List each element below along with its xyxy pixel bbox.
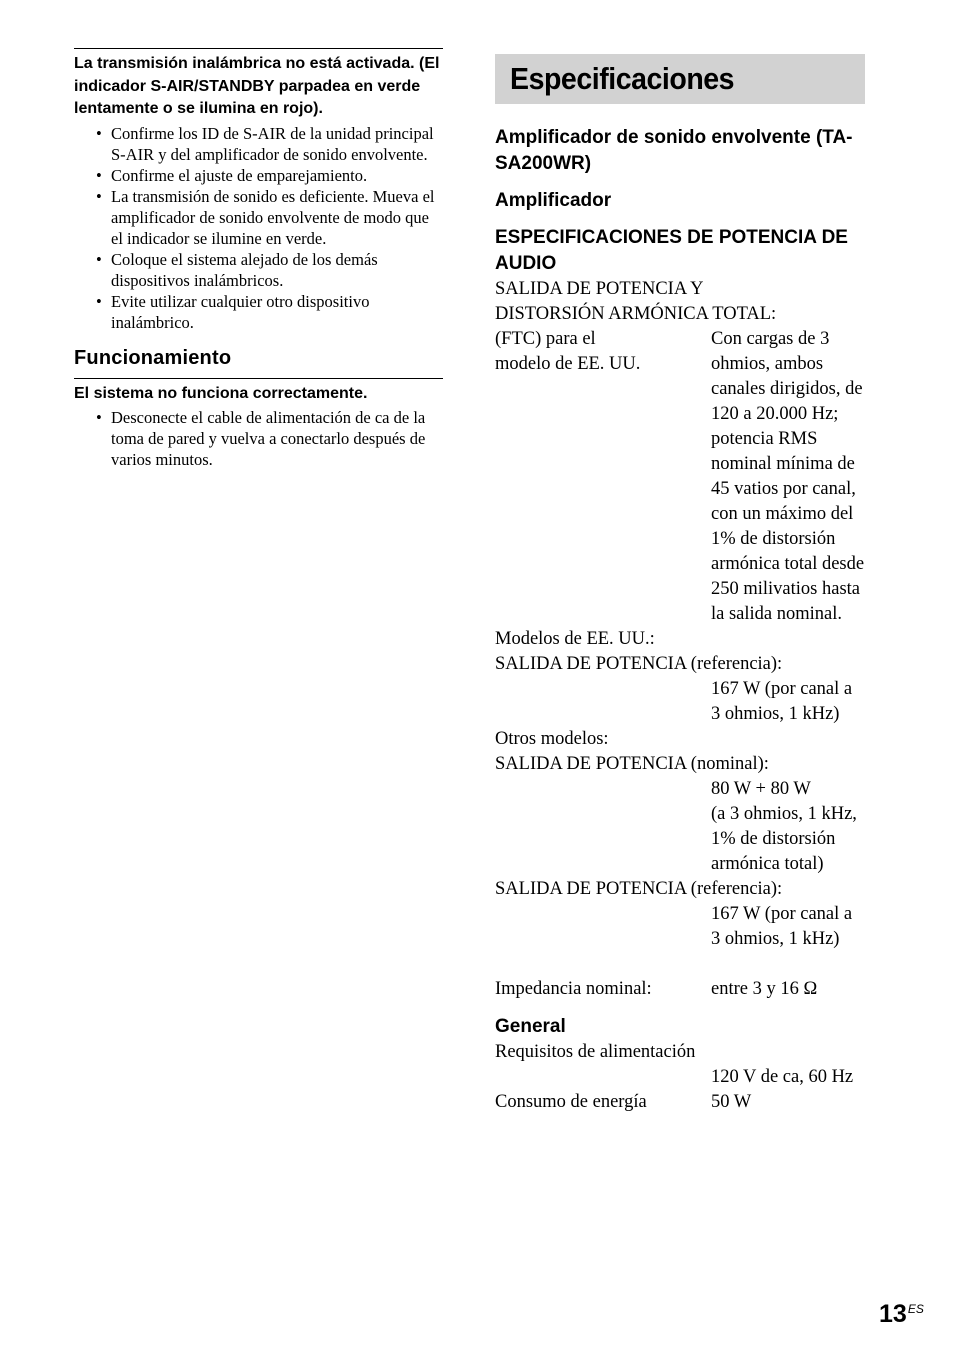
trouble-heading-system: El sistema no funciona correctamente. [74, 384, 368, 402]
page-number: $13^{ES}$ [879, 1300, 924, 1328]
bullet-icon: • [96, 165, 102, 185]
impedance-row [495, 977, 865, 1002]
bullet-icon: • [96, 123, 102, 143]
list-item: • Confirme el ajuste de emparejamiento. [96, 165, 368, 185]
power-nominal-label: SALIDA DE POTENCIA (nominal): [495, 754, 769, 774]
general-title: General [495, 1016, 566, 1037]
left-column [74, 48, 443, 470]
power-ref-value-2: 167 W (por canal a 3 ohmios, 1 kHz) [711, 904, 853, 949]
list-item: • Coloque el sistema alejado de los demás dispositivos inalámbricos. [96, 249, 378, 290]
power-ref-label: SALIDA DE POTENCIA (referencia): [495, 654, 783, 674]
list-item: • Evite utilizar cualquier otro dispositivo inalámbrico. [96, 291, 370, 332]
page-language: ES [907, 1302, 924, 1316]
power-req-label: Requisitos de alimentación [495, 1042, 696, 1062]
us-models-label: Modelos de EE. UU.: [495, 629, 655, 649]
consumption-label: Consumo de energía [495, 1092, 647, 1112]
audio-power-title: ESPECIFICACIONES DE POTENCIA DE AUDIO [495, 227, 848, 274]
product-title: Amplificador de sonido envolvente (TA-SA200WR) [495, 127, 853, 174]
impedance-label: Impedancia nominal: [495, 979, 652, 999]
bullet-icon: • [96, 186, 102, 206]
consumption-value: 50 W [711, 1092, 752, 1112]
amplifier-title: Amplificador [495, 190, 612, 211]
power-req-value: 120 V de ca, 60 Hz [711, 1067, 854, 1087]
section-banner [495, 54, 865, 104]
power-ref-label-2: SALIDA DE POTENCIA (referencia): [495, 879, 783, 899]
banner-title: Especificaciones [510, 61, 735, 96]
output-thd-label: SALIDA DE POTENCIA Y DISTORSIÓN ARMÓNICA TOTAL: [495, 279, 777, 324]
consumption-row [495, 1090, 865, 1115]
list-item: • Confirme los ID de S-AIR de la unidad principal S-AIR y del amplificador de sonido envolvente. [96, 123, 434, 164]
trouble-heading-wireless: La transmisión inalámbrica no está activada. (El indicador S-AIR/STANDBY parpadea en verde lentamente o se ilumina en rojo). [74, 55, 440, 117]
ftc-label: (FTC) para el modelo de EE. UU. [495, 329, 641, 374]
list-item: • Desconecte el cable de alimentación de ca de la toma de pared y vuelva a conectarlo después de varios minutos. [96, 408, 426, 469]
bullet-list-system [74, 407, 443, 470]
other-models-label: Otros modelos: [495, 729, 609, 749]
ftc-spec-row [495, 327, 865, 627]
list-item: • La transmisión de sonido es deficiente. Mueva el amplificador de sonido envolvente de modo que el indicador se ilumine en verde. [96, 186, 435, 248]
section-title-funcionamiento: Funcionamiento [74, 346, 232, 369]
bullet-icon: • [96, 249, 102, 269]
bullet-icon: • [96, 291, 102, 311]
power-ref-value: 167 W (por canal a 3 ohmios, 1 kHz) [711, 679, 853, 724]
power-nominal-value: 80 W + 80 W [711, 779, 811, 799]
bullet-list-wireless [74, 123, 443, 333]
ftc-value: Con cargas de 3 ohmios, ambos canales dirigidos, de 120 a 20.000 Hz; potencia RMS nominal mínima de 45 vatios por canal, con un máximo del 1% de distorsión armónica total desde 250 milivatios hasta la salida nominal. [711, 329, 865, 624]
power-nominal-conditions: (a 3 ohmios, 1 kHz, 1% de distorsión armónica total) [711, 804, 857, 874]
impedance-value: entre 3 y 16 Ω [711, 979, 818, 999]
bullet-icon: • [96, 408, 102, 427]
right-column [495, 54, 865, 1115]
